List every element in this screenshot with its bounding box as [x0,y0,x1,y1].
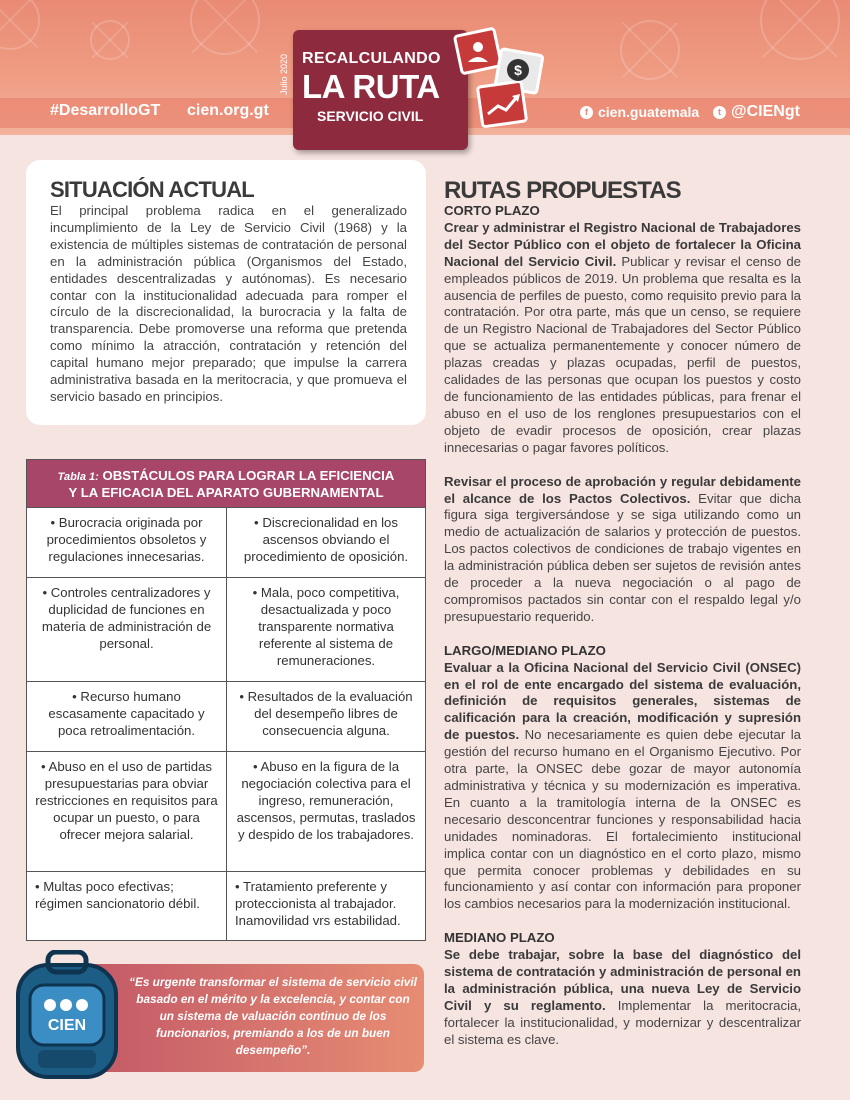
rutas-title: RUTAS PROPUESTAS [444,177,681,204]
badge-title-line2: LA RUTA [302,68,440,105]
backpack-logo-text: CIEN [47,1017,87,1034]
paragraph [444,947,801,1048]
paragraph [444,660,801,914]
table-row [27,871,425,940]
backpack-icon [8,950,126,1085]
table-cell: • Burocracia originada por procedimientos obsoletos y regulaciones innecesarias. [46,515,207,564]
hashtag-link[interactable]: #DesarrolloGT [50,102,161,119]
table-title-line2: Y LA EFICACIA DEL APARATO GUBERNAMENTAL [68,485,384,500]
paragraph-lead: Crear y administrar el Registro Nacional de Trabajadores del Sector Público con el objeto de fortalecer la Oficina Nacional del Servicio Civil. [444,219,801,269]
paragraph-lead: Evaluar a la Oficina Nacional del Servicio Civil (ONSEC) en el rol de ente encargado del sistema de evaluación, definición de requisitos generales, sistemas de calificación para la creación, modificación y supresión de puestos. [444,659,801,743]
virus-decoration [90,20,130,60]
table-header [27,460,425,507]
table-row [27,507,425,577]
obstacles-table [26,459,426,941]
paragraph-text: No necesariamente es quien debe ejecutar la gestión del recurso humano en el Organismo Ejecutivo. Por otra parte, la ONSEC debe gozar de mayor autonomía administrativa y técnica y su modernización es imperativa. En cuanto a la tramitología interna de la ONSEC es necesario desconcentrar funciones y responsabilidad hacia unidades nominadoras. El fortalecimiento institucional implica contar con un diagnóstico en el corto plazo, mismo que permita conocer problemas y debilidades en su funcionamiento y así contar con información para proponer los cambios necesarios para la modernización institucional. [444,727,801,912]
situacion-title: SITUACIÓN ACTUAL [50,177,254,202]
table-cell: • Resultados de la evaluación del desempeño libres de consecuencia alguna. [226,682,425,751]
twitter-link[interactable] [713,103,800,121]
table-title-line1: OBSTÁCULOS PARA LOGRAR LA EFICIENCIA [102,468,395,483]
facebook-link[interactable] [580,104,699,120]
section-heading: MEDIANO PLAZO [444,930,555,946]
rutas-column [444,203,801,1066]
table-row [27,577,425,681]
table-cell: • Multas poco efectivas; régimen sancionatorio débil. [35,879,200,911]
virus-decoration [620,20,680,80]
paragraph-text: Evitar que dicha figura siga tergiversándose y se siga utilizando como un medio de actualización de salarios y protección de puestos. Los pactos colectivos de condiciones de trabajo vigentes en la administración pública deben ser sujetos de revisión antes de proceder a la nueva negociación o al pago de compromisos pactados sin contar con el respaldo legal y/o presupuestario requerido. [444,490,801,624]
table-cell: • Recurso humano escasamente capacitado y poca retroalimentación. [48,689,205,738]
badge-title-line1: RECALCULANDO [302,50,441,67]
table-cell: • Mala, poco competitiva, desactualizada y poco transparente normativa referente al sistema de remuneraciones. [226,578,425,681]
paragraph [444,474,801,626]
twitter-handle: @CIENgt [731,103,800,120]
section-heading: CORTO PLAZO [444,203,540,218]
paragraph [444,220,801,457]
quote-text: “Es urgente transformar el sistema de servicio civil basado en el mérito y la excelencia, y contar con un sistema de valuación continuo de los funcionarios, premiando a los de un buen desempeño”. [129,975,417,1057]
paragraph-lead: Revisar el proceso de aprobación y regular debidamente el alcance de los Pactos Colectivos. [444,473,801,506]
paragraph-text: Implementar la meritocracia, fortalecer la institucionalidad, y modernizar y descentralizar el sistema es clave. [444,997,801,1047]
table-cell: • Abuso en la figura de la negociación colectiva para el ingreso, remuneración, ascensos, permutas, traslados y despido de los trabajadores. [226,752,425,871]
twitter-icon: t [713,106,726,119]
paragraph-text: Publicar y revisar el censo de empleados públicos de 2019. Un problema que resalta es la ausencia de perfiles de puesto, como requisito previo para la contratación. Por otra parte, más que un censo, se requiere de un Registro Nacional de Trabajadores del Sector Público que se actualiza permanentemente y conocer número de plazas creadas y plazas ocupadas, perfil de puestos, calidades de las personas que ocupan los puestos y costo de funcionamiento de las entidades públicas, para frenar el abuso en el uso de los renglones presupuestarios con el objeto de evadir procesos de oposición, crear plazas innecesarias o pagar favores políticos. [444,253,801,455]
table-row [27,751,425,871]
virus-decoration [0,0,40,50]
svg-text:$: $ [514,62,522,78]
table-cell: • Controles centralizadores y duplicidad de funciones en materia de administración de personal. [41,585,212,651]
website-link[interactable]: cien.org.gt [187,102,269,119]
table-cell: • Discrecionalidad en los ascensos obviando el procedimiento de oposición. [226,508,425,577]
virus-decoration [190,0,260,55]
table-cell: • Abuso en el uso de partidas presupuestarias para obviar restricciones en requisitos para ocupar un puesto, o para ofrecer mejora salarial. [35,759,218,842]
table-row [27,681,425,751]
puzzle-icon [450,22,550,132]
table-label: Tabla 1: [57,471,99,483]
badge-date: Julio 2020 [279,53,289,95]
badge-title-line3: SERVICIO CIVIL [317,108,424,124]
paragraph-lead: Se debe trabajar, sobre la base del diagnóstico del sistema de contratación y administración de personal en la administración pública, una nueva Ley de Servicio Civil y su reglamento. [444,947,801,1013]
section-heading: LARGO/MEDIANO PLAZO [444,642,606,658]
facebook-handle: cien.guatemala [598,104,700,120]
facebook-icon: f [580,106,593,119]
table-cell: • Tratamiento preferente y proteccionista al trabajador. Inamovilidad vrs estabilidad. [226,872,425,940]
situacion-body: El principal problema radica en el generalizado incumplimiento de la Ley de Servicio Civil (1968) y la existencia de múltiples sistemas de contratación de personal en la administración pública (Organismos del Estado, entidades descentralizadas y autónomas). Es necesario contar con la institucionalidad adecuada para romper el círculo de la discrecionalidad, la burocracia y la falta de transparencia. Debe promoverse una reforma que pretenda como mínimo la atracción, contratación y retención del capital humano mejor preparado; que impulse la carrera administrativa basada en la meritocracia, y que promueva el servicio basado en principios. [50,203,407,404]
virus-decoration [760,0,840,60]
